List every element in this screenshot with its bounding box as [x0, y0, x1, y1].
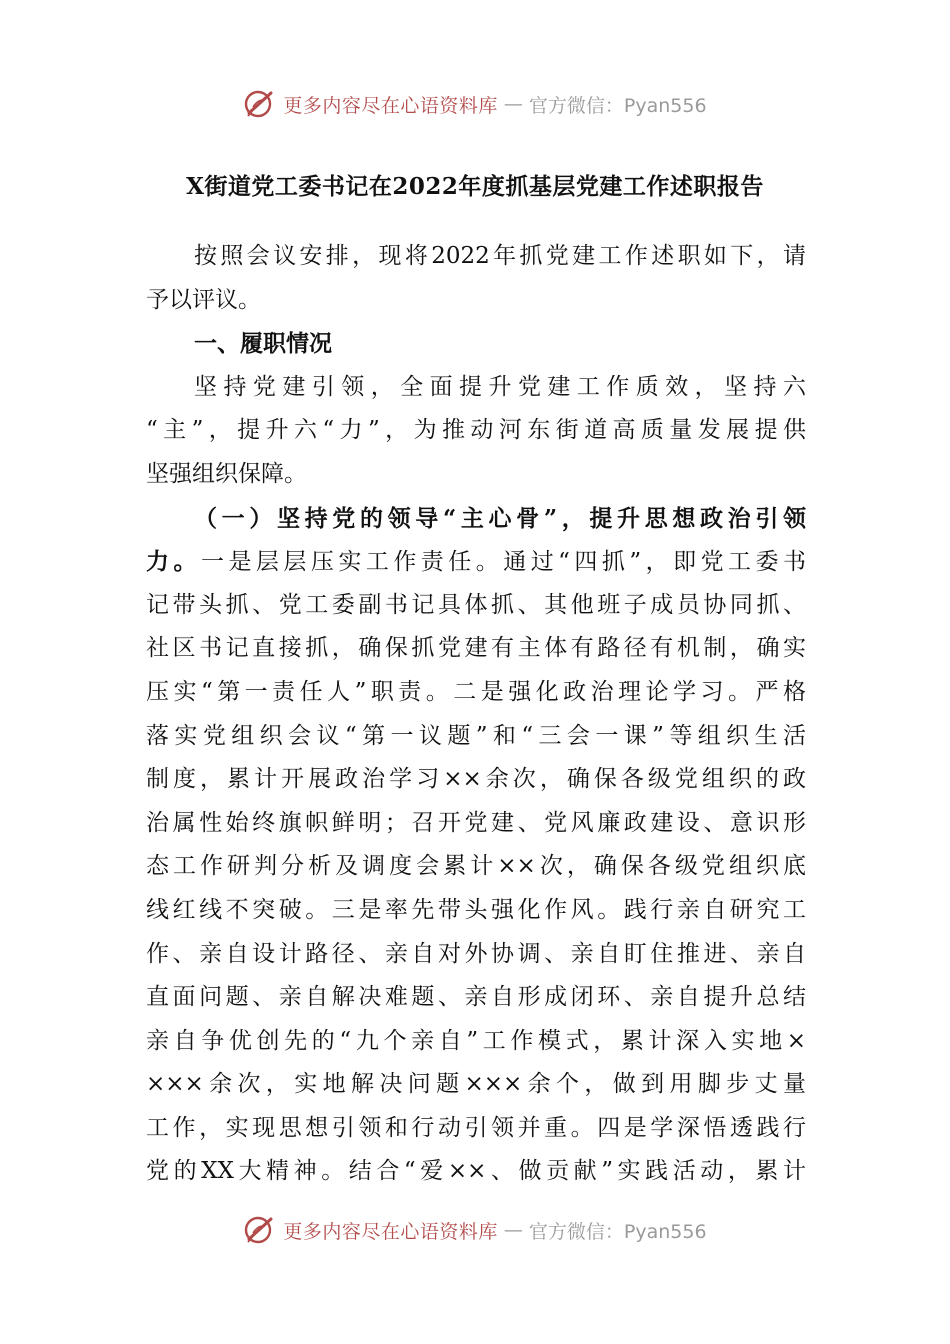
- watermark-wechat: 官方微信：Pyan556: [528, 1220, 707, 1243]
- pen-logo-icon: [243, 1213, 277, 1247]
- section-heading: 一、履职情况: [194, 330, 332, 358]
- text-line: 工作，实现思想引领和行动引领并重。四是学深悟透践行: [146, 1114, 806, 1141]
- watermark-bottom: [0, 1210, 950, 1250]
- text-line: 直面问题、亲自解决难题、亲自形成闭环、亲自提升总结: [146, 984, 806, 1011]
- watermark-main-text: 更多内容尽在心语资料库: [283, 94, 498, 117]
- pen-logo-icon: [243, 87, 277, 121]
- text-line: 坚强组织保障。: [146, 460, 307, 487]
- text-line: 亲自争优创先的“九个亲自”工作模式，累计深入实地×: [146, 1027, 806, 1054]
- text-line: 坚持党建引领，全面提升党建工作质效，坚持六: [194, 373, 806, 400]
- subsection-heading: （一）坚持党的领导“主心骨”，提升思想政治引领: [194, 504, 806, 532]
- text-line: 党的XX大精神。结合“爱××、做贡献”实践活动，累计: [146, 1158, 806, 1185]
- text-fragment: 一是层层压实工作责任。通过“四抓”，即党工委书: [200, 549, 806, 576]
- text-line: 社区书记直接抓，确保抓党建有主体有路径有机制，确实: [146, 635, 806, 662]
- watermark-separator: —: [503, 93, 523, 115]
- text-line: 治属性始终旗帜鲜明；召开党建、党风廉政建设、意识形: [146, 809, 806, 836]
- watermark-main-text: 更多内容尽在心语资料库: [283, 1220, 498, 1243]
- document-title: X街道党工委书记在2022年度抓基层党建工作述职报告: [186, 173, 764, 200]
- watermark-top: [0, 84, 950, 124]
- text-line: “主”，提升六“力”，为推动河东街道高质量发展提供: [146, 417, 806, 444]
- text-line: 压实“第一责任人”职责。二是强化政治理论学习。严格: [146, 678, 806, 705]
- text-line: ×××余次，实地解决问题×××余个，做到用脚步丈量: [146, 1071, 806, 1098]
- text-line: [146, 540, 806, 584]
- text-line: 制度，累计开展政治学习××余次，确保各级党组织的政: [146, 766, 806, 793]
- watermark-wechat: 官方微信：Pyan556: [528, 94, 707, 117]
- text-line: 线红线不突破。三是率先带头强化作风。践行亲自研究工: [146, 896, 806, 923]
- text-line: 态工作研判分析及调度会累计××次，确保各级党组织底: [146, 853, 806, 880]
- text-line: 落实党组织会议“第一议题”和“三会一课”等组织生活: [146, 722, 806, 749]
- text-line: 按照会议安排，现将2022年抓党建工作述职如下，请: [194, 243, 806, 269]
- text-line: 作、亲自设计路径、亲自对外协调、亲自盯住推进、亲自: [146, 940, 806, 967]
- document-body: [146, 235, 806, 1194]
- subsection-heading-tail: 力。: [146, 548, 201, 576]
- watermark-separator: —: [503, 1219, 523, 1241]
- text-line: 记带头抓、党工委副书记具体抓、其他班子成员协同抓、: [146, 591, 806, 618]
- text-line: 予以评议。: [146, 286, 261, 313]
